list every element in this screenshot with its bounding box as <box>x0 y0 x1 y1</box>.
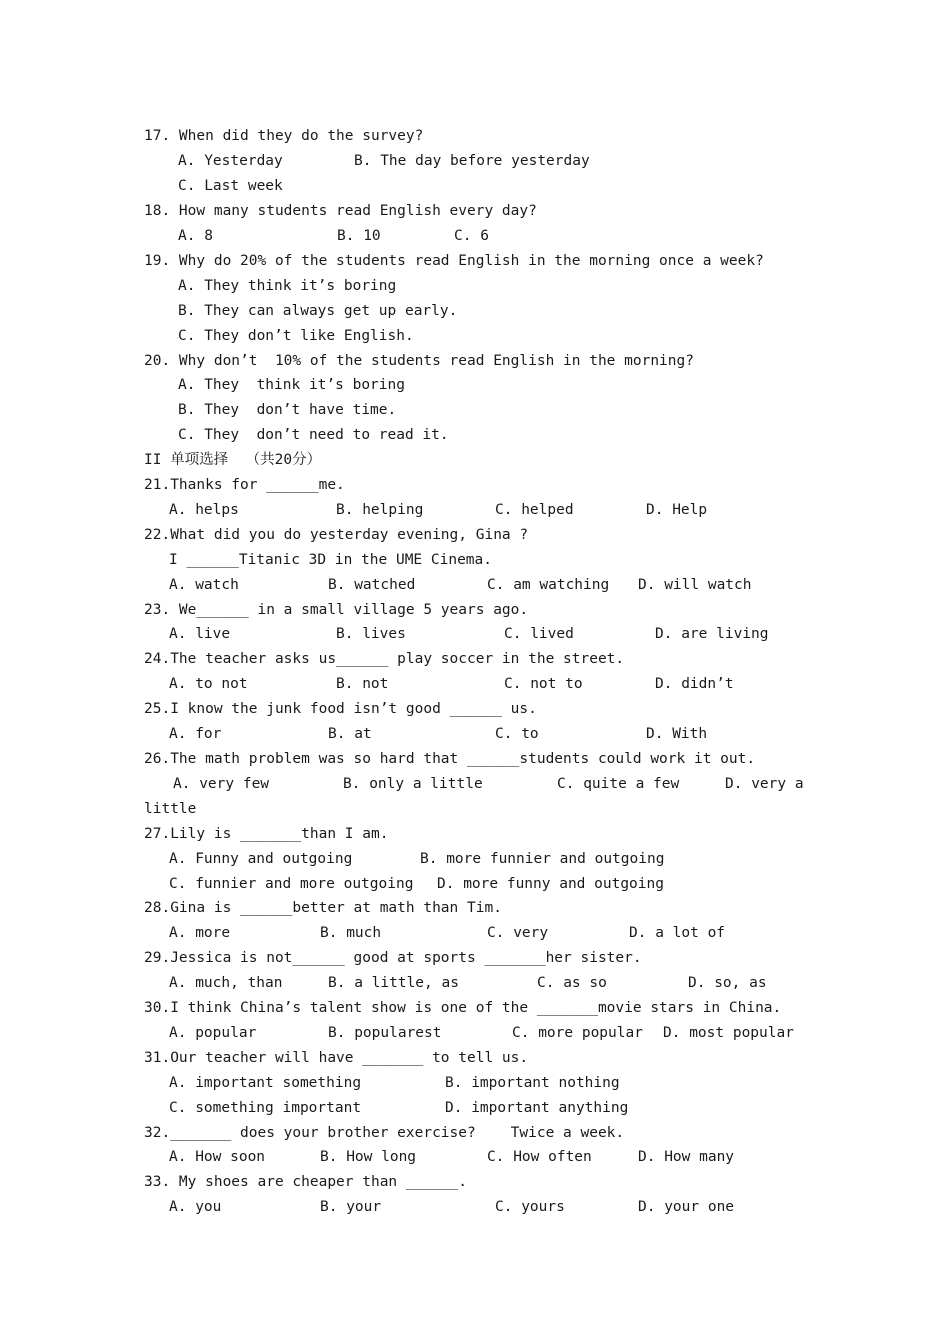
options-row <box>173 772 804 797</box>
options-row <box>178 373 405 398</box>
option-c: C. not to <box>504 676 583 692</box>
option-a: A. How soon <box>169 1149 266 1165</box>
question-29 <box>144 946 642 971</box>
options-row <box>169 672 734 697</box>
option-b: B. not <box>336 676 389 692</box>
question-20 <box>144 349 694 374</box>
question-stem: 24.The teacher asks us______ play soccer in the street. <box>144 651 625 667</box>
question-stem-line2 <box>169 548 493 573</box>
option-c: C. How often <box>487 1149 592 1165</box>
option-a: A. live <box>169 626 231 642</box>
option-a: A. watch <box>169 577 239 593</box>
option-b: B. The day before yesterday <box>354 153 590 169</box>
option-d: D. important anything <box>445 1100 629 1116</box>
question-24 <box>144 647 625 672</box>
option-b: B. much <box>320 925 382 941</box>
option-d: D. very a <box>725 776 804 792</box>
options-row <box>169 872 664 897</box>
question-30 <box>144 996 782 1021</box>
option-c: C. more popular <box>512 1025 643 1041</box>
option-a: A. you <box>169 1199 222 1215</box>
question-stem: 28.Gina is ______better at math than Tim. <box>144 900 502 916</box>
option-b: B. a little, as <box>328 975 459 991</box>
question-stem: 33. My shoes are cheaper than ______. <box>144 1174 468 1190</box>
option-d: D. Help <box>646 502 708 518</box>
option-a: A. popular <box>169 1025 257 1041</box>
option-d: D. are living <box>655 626 769 642</box>
question-21 <box>144 473 345 498</box>
option-b: B. watched <box>328 577 416 593</box>
option-c: C. They don’t like English. <box>178 328 414 344</box>
option-c: C. 6 <box>454 228 489 244</box>
option-a: A. more <box>169 925 231 941</box>
option-b: B. How long <box>320 1149 417 1165</box>
options-row <box>178 174 283 199</box>
option-b: B. popularest <box>328 1025 442 1041</box>
option-d: D. most popular <box>663 1025 794 1041</box>
options-row <box>169 1195 735 1220</box>
question-stem: 32._______ does your brother exercise? Twice a week. <box>144 1125 625 1141</box>
option-c: C. Last week <box>178 178 283 194</box>
option-continuation <box>144 797 197 822</box>
option-b: B. lives <box>336 626 406 642</box>
options-row <box>169 573 752 598</box>
option-a: A. helps <box>169 502 239 518</box>
options-row <box>169 1096 629 1121</box>
option-c: C. something important <box>169 1100 362 1116</box>
option-c: C. helped <box>495 502 574 518</box>
section-title: II 单项选择 （共20分） <box>144 452 322 468</box>
option-c: C. They don’t need to read it. <box>178 427 449 443</box>
option-a: A. Yesterday <box>178 153 283 169</box>
question-stem: 29.Jessica is not______ good at sports _______her sister. <box>144 950 642 966</box>
question-stem: 26.The math problem was so hard that ______students could work it out. <box>144 751 756 767</box>
option-d: D. How many <box>638 1149 735 1165</box>
options-row <box>169 971 767 996</box>
option-b: B. They don’t have time. <box>178 402 397 418</box>
question-32 <box>144 1121 625 1146</box>
option-a: A. They think it’s boring <box>178 278 397 294</box>
options-row <box>169 498 708 523</box>
question-31 <box>144 1046 529 1071</box>
option-d-continued: little <box>144 801 197 817</box>
option-a: A. They think it’s boring <box>178 377 405 393</box>
section-heading <box>144 448 322 473</box>
options-row <box>169 1071 620 1096</box>
options-row <box>178 224 489 249</box>
question-18 <box>144 199 537 224</box>
question-22 <box>144 523 529 548</box>
option-a: A. for <box>169 726 222 742</box>
options-row <box>178 274 397 299</box>
options-row <box>178 398 397 423</box>
question-26 <box>144 747 756 772</box>
question-17 <box>144 124 424 149</box>
options-row <box>178 324 414 349</box>
options-row <box>169 847 665 872</box>
question-stem: 22.What did you do yesterday evening, Gina ? <box>144 527 529 543</box>
option-c: C. yours <box>495 1199 565 1215</box>
question-stem: 31.Our teacher will have _______ to tell us. <box>144 1050 529 1066</box>
option-b: B. at <box>328 726 372 742</box>
question-stem: 25.I know the junk food isn’t good ______ us. <box>144 701 537 717</box>
option-d: D. will watch <box>638 577 752 593</box>
question-stem: 27.Lily is _______than I am. <box>144 826 389 842</box>
option-d: D. your one <box>638 1199 735 1215</box>
option-a: A. important something <box>169 1075 362 1091</box>
question-stem: 20. Why don’t 10% of the students read English in the morning? <box>144 353 694 369</box>
options-row <box>178 423 449 448</box>
question-stem: 30.I think China’s talent show is one of the _______movie stars in China. <box>144 1000 782 1016</box>
options-row <box>169 722 708 747</box>
option-a: A. to not <box>169 676 248 692</box>
option-b: B. your <box>320 1199 382 1215</box>
option-a: A. much, than <box>169 975 283 991</box>
option-c: C. am watching <box>487 577 610 593</box>
options-row <box>169 1021 794 1046</box>
question-stem: 23. We______ in a small village 5 years ago. <box>144 602 529 618</box>
option-d: D. a lot of <box>629 925 726 941</box>
option-c: C. funnier and more outgoing <box>169 876 414 892</box>
option-b: B. more funnier and outgoing <box>420 851 665 867</box>
question-stem: 19. Why do 20% of the students read English in the morning once a week? <box>144 253 764 269</box>
options-row <box>169 1145 735 1170</box>
options-row <box>169 622 769 647</box>
option-d: D. didn’t <box>655 676 734 692</box>
question-stem: 17. When did they do the survey? <box>144 128 424 144</box>
option-c: C. lived <box>504 626 574 642</box>
question-27 <box>144 822 389 847</box>
option-b: B. 10 <box>337 228 381 244</box>
option-a: A. very few <box>173 776 270 792</box>
options-row <box>178 149 590 174</box>
option-c: C. quite a few <box>557 776 680 792</box>
option-d: D. more funny and outgoing <box>437 876 664 892</box>
option-b: B. They can always get up early. <box>178 303 458 319</box>
option-b: B. helping <box>336 502 424 518</box>
question-28 <box>144 896 502 921</box>
question-19 <box>144 249 764 274</box>
option-a: A. Funny and outgoing <box>169 851 353 867</box>
options-row <box>169 921 726 946</box>
option-c: C. very <box>487 925 549 941</box>
option-d: D. so, as <box>688 975 767 991</box>
option-c: C. to <box>495 726 539 742</box>
option-b: B. important nothing <box>445 1075 620 1091</box>
option-d: D. With <box>646 726 708 742</box>
question-33 <box>144 1170 468 1195</box>
question-25 <box>144 697 537 722</box>
option-a: A. 8 <box>178 228 213 244</box>
option-c: C. as so <box>537 975 607 991</box>
options-row <box>178 299 458 324</box>
question-stem-answer: I ______Titanic 3D in the UME Cinema. <box>169 552 493 568</box>
question-stem: 18. How many students read English every day? <box>144 203 537 219</box>
option-b: B. only a little <box>343 776 483 792</box>
question-stem: 21.Thanks for ______me. <box>144 477 345 493</box>
question-23 <box>144 598 529 623</box>
